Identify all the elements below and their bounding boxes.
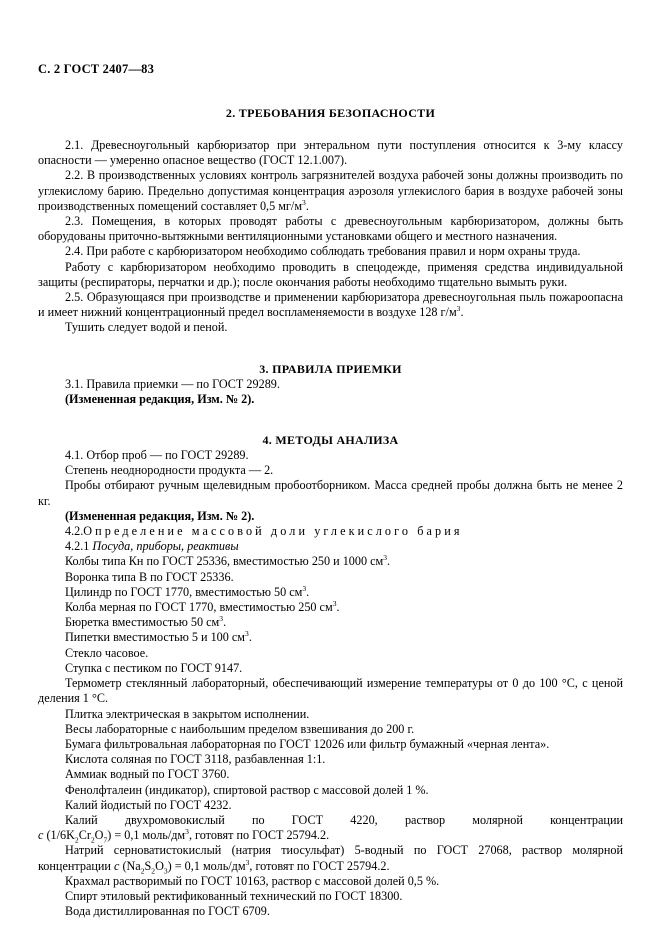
formula-part: (1/6K [43, 828, 75, 843]
paragraph-2-3: 2.3. Помещения, в которых проводят работы с древесноугольным карбюризатором, должны быть оборудованы приточно-вытяжными вентиляционными установками общего и местного назначения. [38, 214, 623, 244]
formula-part: Cr [78, 828, 91, 843]
superscript-cubic: 3 [456, 304, 461, 314]
paragraph-2-5 [38, 290, 623, 320]
list-item [38, 570, 623, 585]
subscript: 2 [74, 835, 79, 845]
list-item-text: Колба мерная по ГОСТ 1770, вместимостью 250 см [65, 600, 333, 615]
list-item [38, 615, 623, 630]
subscript: 3 [163, 865, 168, 875]
superscript-cubic: 3 [245, 857, 250, 867]
formula-part: ) = 0,1 моль/дм [167, 858, 246, 873]
list-item [38, 600, 623, 615]
paragraph-2-4-b: Работу с карбюризатором необходимо проводить в спецодежде, применяя средства индивидуальной защиты (респираторы, перчатки и др.); после окончания работы необходимо тщательно вымыть руки. [38, 259, 623, 289]
formula-part: ) = 0,1 моль/дм [107, 828, 186, 843]
superscript-cubic: 3 [245, 629, 249, 639]
list-item: Фенолфталеин (индикатор), спиртовой раствор с массовой долей 1 %. [65, 782, 429, 797]
superscript-cubic: 3 [332, 599, 337, 609]
list-item-text: Бюретка вместимостью 50 см [65, 615, 220, 630]
heading-4-2-1-number: 4.2.1 [65, 539, 90, 554]
list-item [38, 630, 623, 645]
superscript-cubic: 3 [302, 583, 307, 593]
list-item: Аммиак водный по ГОСТ 3760. [65, 767, 230, 782]
formula-tail: , готовят по ГОСТ 25794.2. [249, 858, 390, 873]
paragraph-4-1-b: Степень неоднородности продукта — 2. [65, 463, 274, 478]
list-item-end: . [387, 554, 391, 569]
superscript-cubic: 3 [302, 197, 306, 207]
list-item: Плитка электрическая в закрытом исполнении. [65, 706, 310, 721]
list-item-end: . [306, 584, 310, 599]
superscript-cubic: 3 [185, 827, 189, 837]
paragraph-3-1: 3.1. Правила приемки — по ГОСТ 29289. [65, 376, 280, 391]
list-item: Спирт этиловый ректификованный технический по ГОСТ 18300. [65, 888, 403, 903]
revision-note-4: (Измененная редакция, Изм. № 2). [65, 508, 255, 523]
list-item-sodium-thiosulfate [38, 843, 623, 873]
page-content [38, 0, 623, 919]
paragraph-4-1-c: Пробы отбирают ручным щелевидным пробоотборником. Масса средней пробы должна быть не менее 2 кг. [38, 478, 623, 508]
superscript-cubic: 3 [219, 614, 224, 624]
subscript: 2 [90, 835, 95, 845]
list-item-text: Стекло часовое. [65, 645, 149, 660]
heading-4-2-label: Определение массовой доли углекислого бария [83, 524, 463, 539]
paragraph-2-2-end: . [305, 198, 309, 213]
heading-4-2-1 [38, 539, 623, 554]
section-heading-4: 4. МЕТОДЫ АНАЛИЗА [262, 433, 399, 448]
list-item-potassium-dichromate-line1: Калий двухромовокислый по ГОСТ 4220, раствор молярной концентрации [65, 812, 623, 827]
list-item [38, 646, 623, 661]
formula-tail: , готовят по ГОСТ 25794.2. [188, 828, 330, 843]
formula-part: O [155, 858, 164, 873]
list-item: Крахмал растворимый по ГОСТ 10163, раствор с массовой долей 0,5 %. [65, 873, 440, 888]
list-item: Кислота соляная по ГОСТ 3118, разбавленная 1:1. [65, 752, 326, 767]
heading-4-2-number: 4.2. [65, 524, 84, 539]
list-item-end: . [336, 600, 340, 615]
paragraph-2-5-text: 2.5. Образующаяся при производстве и применении карбюризатора древесноугольная пыль пожароопасна и имеет нижний концентрационный предел воспламеняемости в воздухе 128 г/м [38, 290, 623, 320]
list-item: Калий йодистый по ГОСТ 4232. [65, 797, 232, 812]
formula-part: (Na [119, 858, 141, 873]
subscript: 2 [151, 865, 156, 875]
list-item-potassium-dichromate-line2 [38, 828, 623, 843]
list-item: Вода дистиллированная по ГОСТ 6709. [65, 904, 270, 919]
list-item-text: Пипетки вместимостью 5 и 100 см [65, 630, 246, 645]
list-item-end: . [248, 630, 252, 645]
list-item [38, 661, 623, 676]
formula-part: O [94, 828, 104, 843]
subscript: 2 [140, 865, 145, 875]
list-item: Весы лабораторные с наибольшим пределом взвешивания до 200 г. [65, 721, 415, 736]
superscript-cubic: 3 [383, 553, 388, 563]
paragraph-2-2-text: 2.2. В производственных условиях контроль загрязнителей воздуха рабочей зоны должны производить по углекислому барию. Предельно допустимая концентрация аэрозоля углекислого бария в воздухе рабочей зоны производственных помещений составляет 0,5 мг/м [38, 168, 623, 213]
list-item-text: Ступка с пестиком по ГОСТ 9147. [65, 660, 243, 675]
page-header: С. 2 ГОСТ 2407—83 [38, 62, 155, 76]
paragraph-2-4: 2.4. При работе с карбюризатором необходимо соблюдать требования правил и норм охраны труда. [65, 244, 581, 259]
revision-note-3: (Измененная редакция, Изм. № 2). [65, 391, 255, 406]
list-item [38, 554, 623, 569]
paragraph-2-5-end: . [460, 305, 464, 320]
paragraph-2-1: 2.1. Древесноугольный карбюризатор при энтеральном пути поступления относится к 3-му классу опасности — умеренно опасное вещество (ГОСТ 12.1.007). [38, 138, 623, 168]
list-item-text: Воронка типа В по ГОСТ 25336. [65, 569, 234, 584]
heading-4-2 [38, 524, 623, 539]
heading-4-2-1-label: Посуда, приборы, реактивы [92, 539, 239, 554]
paragraph-2-2 [38, 168, 623, 214]
list-item-text: Цилиндр по ГОСТ 1770, вместимостью 50 см [65, 584, 303, 599]
concentration-symbol: c [38, 828, 44, 843]
subscript: 7 [103, 835, 108, 845]
concentration-symbol: c [113, 858, 120, 873]
list-item-text: Натрий серноватистокислый (натрия тиосульфат) 5-водный по ГОСТ 27068, раствор молярной концентрации [38, 843, 623, 873]
section-heading-2: 2. ТРЕБОВАНИЯ БЕЗОПАСНОСТИ [225, 106, 436, 120]
list-item [38, 585, 623, 600]
paragraph-4-1: 4.1. Отбор проб — по ГОСТ 29289. [65, 448, 249, 463]
list-item-text: Колбы типа Кн по ГОСТ 25336, вместимостью 250 и 1000 см [65, 554, 384, 569]
list-item: Бумага фильтровальная лабораторная по ГОСТ 12026 или фильтр бумажный «черная лента». [65, 736, 550, 751]
list-item-thermometer: Термометр стеклянный лабораторный, обеспечивающий измерение температуры от 0 до 100 °C, с ценой деления 1 °C. [38, 676, 623, 706]
paragraph-2-6: Тушить следует водой и пеной. [65, 320, 228, 335]
formula-part: S [144, 858, 152, 873]
list-item-end: . [223, 615, 227, 630]
section-heading-3: 3. ПРАВИЛА ПРИЕМКИ [259, 361, 402, 376]
